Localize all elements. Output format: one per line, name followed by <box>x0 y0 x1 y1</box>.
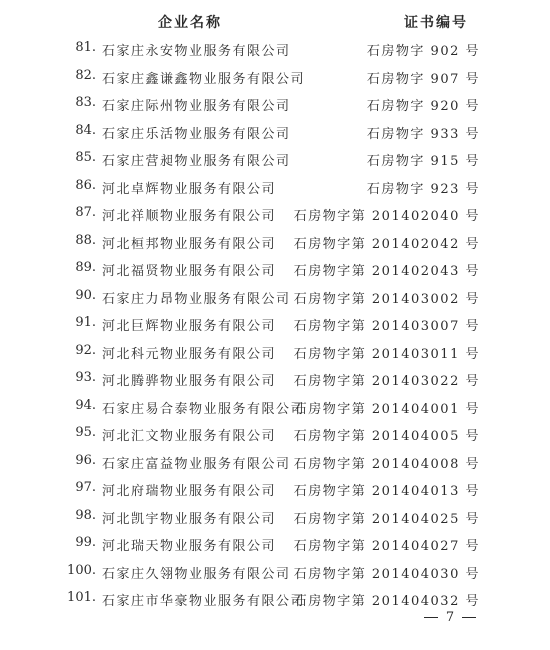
certificate-number: 石房物字第 201403002 号 <box>293 291 480 307</box>
table-row <box>0 311 550 339</box>
footer-dash-left <box>424 617 438 618</box>
table-row <box>0 366 550 394</box>
row-number: 86. <box>75 177 96 193</box>
table-row <box>0 36 550 64</box>
row-number: 94. <box>75 397 96 413</box>
table-row <box>0 284 550 312</box>
certificate-number: 石房物字第 201403011 号 <box>293 346 480 362</box>
row-number: 96. <box>75 452 96 468</box>
company-name: 石家庄久翎物业服务有限公司 <box>102 566 291 582</box>
certificate-number: 石房物字第 201404027 号 <box>293 539 480 554</box>
company-name: 河北汇文物业服务有限公司 <box>102 429 277 444</box>
certificate-number: 石房物字第 201404001 号 <box>293 401 480 417</box>
certificate-number: 石房物字 923 号 <box>366 181 480 197</box>
company-name: 河北祥顺物业服务有限公司 <box>102 209 277 224</box>
certificate-number: 石房物字第 201402043 号 <box>293 264 480 279</box>
certificate-number: 石房物字第 201404025 号 <box>293 511 480 527</box>
certificate-number: 石房物字 902 号 <box>366 44 480 59</box>
row-number: 88. <box>75 232 96 248</box>
table-row <box>0 174 550 202</box>
certificate-number: 石房物字第 201403007 号 <box>293 319 480 334</box>
row-number: 100. <box>67 562 96 578</box>
row-number: 81. <box>75 40 96 55</box>
table-row <box>0 476 550 504</box>
table-row <box>0 559 550 587</box>
row-number: 97. <box>75 480 96 495</box>
certificate-number: 石房物字第 201404032 号 <box>293 594 480 609</box>
table-row <box>0 146 550 174</box>
company-name: 河北腾骅物业服务有限公司 <box>102 374 277 389</box>
certificate-number: 石房物字第 201404030 号 <box>293 566 480 582</box>
company-name: 石家庄易合泰物业服务有限公司 <box>102 401 306 417</box>
table-row <box>0 229 550 257</box>
company-name: 河北瑞天物业服务有限公司 <box>102 539 277 554</box>
company-list <box>0 36 550 614</box>
company-name: 石家庄力昂物业服务有限公司 <box>102 291 291 307</box>
table-row <box>0 119 550 147</box>
page-footer <box>410 610 490 630</box>
row-number: 85. <box>75 150 96 165</box>
column-header-company-name: 企业名称 <box>158 15 222 31</box>
certificate-number: 石房物字 933 号 <box>366 126 480 142</box>
company-name: 河北福贤物业服务有限公司 <box>102 264 277 279</box>
company-name: 河北巨辉物业服务有限公司 <box>102 319 277 334</box>
table-row <box>0 91 550 119</box>
table-row <box>0 64 550 92</box>
page-number: 7 <box>445 610 455 625</box>
table-row <box>0 421 550 449</box>
certificate-number: 石房物字第 201404008 号 <box>293 456 480 472</box>
table-row <box>0 531 550 559</box>
table-row <box>0 201 550 229</box>
row-number: 99. <box>75 535 96 550</box>
table-row <box>0 256 550 284</box>
row-number: 82. <box>75 67 96 83</box>
company-name: 河北凯宇物业服务有限公司 <box>102 511 277 527</box>
row-number: 95. <box>75 425 96 440</box>
certificate-number: 石房物字第 201404013 号 <box>293 484 480 499</box>
row-number: 91. <box>75 315 96 330</box>
company-name: 石家庄富益物业服务有限公司 <box>102 456 291 472</box>
company-name: 河北科元物业服务有限公司 <box>102 346 277 362</box>
footer-dash-right <box>462 617 476 618</box>
table-row <box>0 504 550 532</box>
company-name: 石家庄际州物业服务有限公司 <box>102 99 291 114</box>
row-number: 93. <box>75 370 96 385</box>
row-number: 98. <box>75 507 96 523</box>
company-name: 河北府瑞物业服务有限公司 <box>102 484 277 499</box>
certificate-number: 石房物字第 201404005 号 <box>293 429 480 444</box>
company-name: 石家庄乐活物业服务有限公司 <box>102 126 291 142</box>
company-name: 石家庄永安物业服务有限公司 <box>102 44 291 59</box>
row-number: 90. <box>75 287 96 303</box>
company-name: 河北桓邦物业服务有限公司 <box>102 236 277 252</box>
table-row <box>0 449 550 477</box>
company-name: 石家庄营昶物业服务有限公司 <box>102 154 291 169</box>
table-row <box>0 339 550 367</box>
company-name: 河北卓辉物业服务有限公司 <box>102 181 277 197</box>
company-name: 石家庄鑫谦鑫物业服务有限公司 <box>102 71 306 87</box>
row-number: 87. <box>75 205 96 220</box>
certificate-number: 石房物字 907 号 <box>366 71 480 87</box>
company-name: 石家庄市华豪物业服务有限公司 <box>102 594 306 609</box>
row-number: 92. <box>75 342 96 358</box>
row-number: 101. <box>67 590 96 605</box>
table-header <box>0 8 550 34</box>
certificate-number: 石房物字 920 号 <box>366 99 480 114</box>
certificate-number: 石房物字第 201402042 号 <box>293 236 480 252</box>
certificate-number: 石房物字第 201402040 号 <box>293 209 480 224</box>
row-number: 83. <box>75 95 96 110</box>
column-header-certificate-number: 证书编号 <box>404 15 468 31</box>
row-number: 89. <box>75 260 96 275</box>
certificate-number: 石房物字第 201403022 号 <box>293 374 480 389</box>
row-number: 84. <box>75 122 96 138</box>
certificate-number: 石房物字 915 号 <box>366 154 480 169</box>
table-row <box>0 394 550 422</box>
